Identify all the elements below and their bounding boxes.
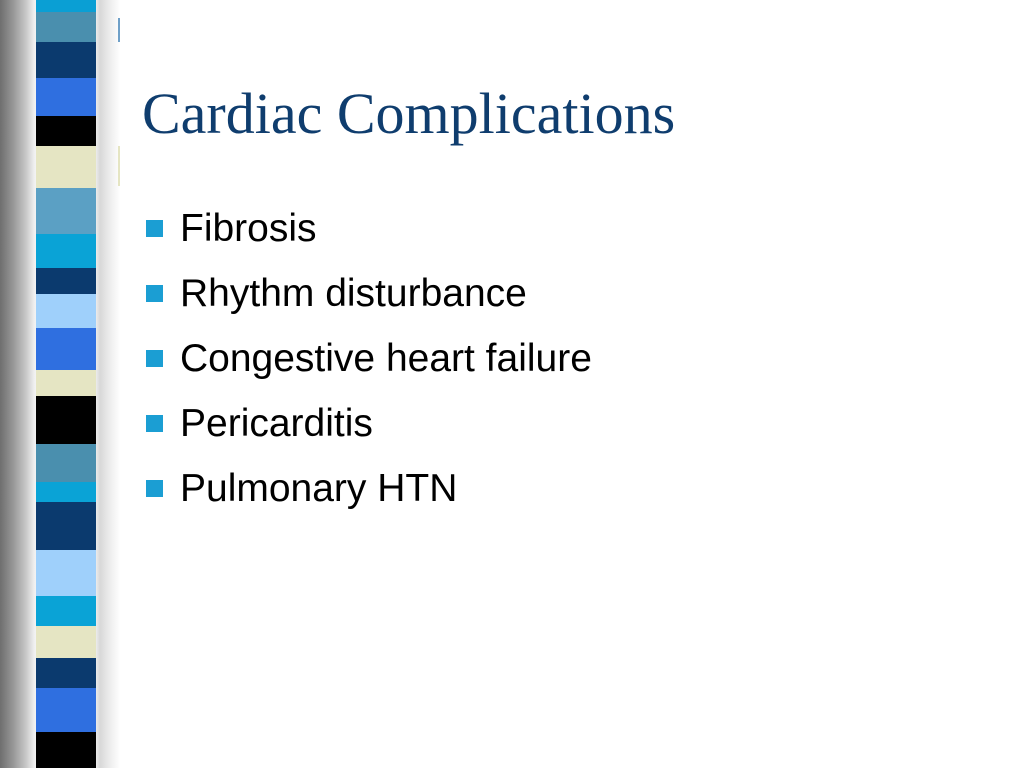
- stripe-block: [36, 268, 96, 294]
- bullet-text: Rhythm disturbance: [180, 271, 527, 315]
- list-item: [146, 196, 592, 261]
- list-item: [146, 261, 592, 326]
- stripe-block: [36, 396, 96, 444]
- stripe-block: [36, 42, 96, 78]
- stripe-block: [36, 116, 96, 146]
- stripe-block: [36, 188, 96, 234]
- decorative-stripe-column: [36, 0, 96, 768]
- stripe-block: [36, 626, 96, 658]
- stripe-block: [36, 370, 96, 396]
- stripe-block: [36, 482, 96, 502]
- stripe-block: [36, 328, 96, 370]
- bullet-text: Pulmonary HTN: [180, 466, 458, 510]
- list-item: [146, 391, 592, 456]
- bullet-text: Pericarditis: [180, 401, 373, 445]
- edge-mark: [118, 146, 120, 186]
- stripe-block: [36, 688, 96, 732]
- square-bullet-icon: [146, 350, 163, 367]
- stripe-block: [36, 234, 96, 268]
- square-bullet-icon: [146, 285, 163, 302]
- stripe-block: [36, 658, 96, 688]
- stripe-block: [36, 444, 96, 482]
- list-item: [146, 326, 592, 391]
- square-bullet-icon: [146, 220, 163, 237]
- square-bullet-icon: [146, 480, 163, 497]
- stripe-block: [36, 550, 96, 596]
- list-item: [146, 456, 592, 521]
- slide-title: Cardiac Complications: [142, 81, 676, 146]
- stripe-block: [36, 0, 96, 12]
- stripe-block: [36, 502, 96, 550]
- stripe-block: [36, 732, 96, 768]
- stripe-block: [36, 596, 96, 626]
- edge-mark: [118, 18, 120, 42]
- bullet-list: [146, 196, 592, 521]
- bullet-text: Congestive heart failure: [180, 336, 592, 380]
- stripe-block: [36, 146, 96, 188]
- square-bullet-icon: [146, 415, 163, 432]
- stripe-block: [36, 12, 96, 42]
- bullet-text: Fibrosis: [180, 206, 317, 250]
- stripe-block: [36, 294, 96, 328]
- stripe-block: [36, 78, 96, 116]
